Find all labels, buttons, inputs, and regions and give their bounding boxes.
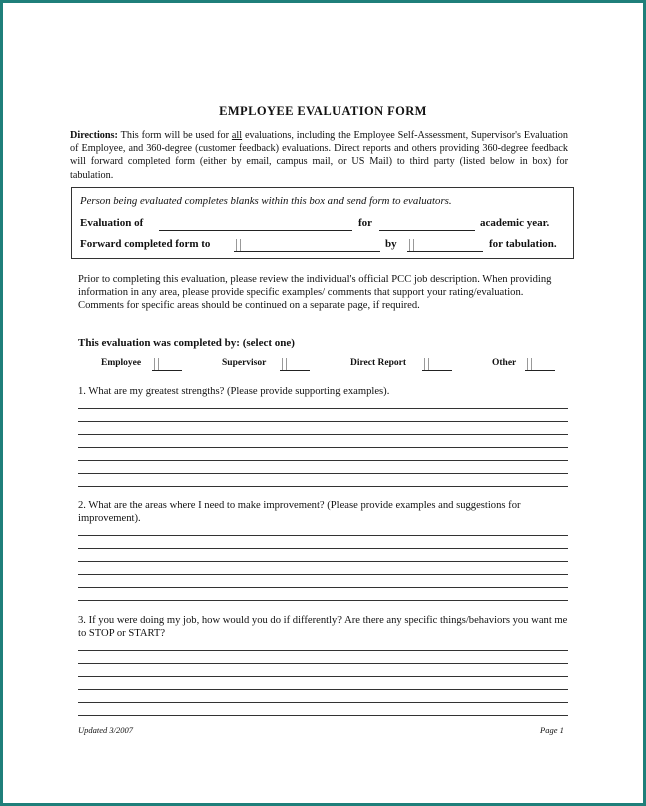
option-supervisor-checkbox[interactable] <box>280 358 310 371</box>
footer-page-number: Page 1 <box>540 725 564 735</box>
question-2: 2. What are the areas where I need to make improvement? (Please provide examples and suggestions for improvement). <box>78 500 521 525</box>
evaluatee-box <box>71 187 574 259</box>
evaluatee-name-field[interactable] <box>159 218 352 231</box>
answer-line[interactable] <box>78 676 568 677</box>
academic-year-field[interactable] <box>379 218 475 231</box>
answer-line[interactable] <box>78 600 568 601</box>
for-label: for <box>358 217 373 229</box>
forward-to-label: Forward completed form to <box>80 238 211 250</box>
answer-line[interactable] <box>78 447 568 448</box>
field-tick <box>413 239 414 251</box>
answer-line[interactable] <box>78 460 568 461</box>
answer-line[interactable] <box>78 702 568 703</box>
field-tick <box>428 358 429 370</box>
answer-line[interactable] <box>78 689 568 690</box>
field-tick <box>527 358 528 370</box>
answer-line[interactable] <box>78 587 568 588</box>
option-direct-report-checkbox[interactable] <box>422 358 452 371</box>
answer-line[interactable] <box>78 663 568 664</box>
answer-line[interactable] <box>78 473 568 474</box>
field-tick <box>236 239 237 251</box>
completed-by-label: This evaluation was completed by: (select one) <box>78 337 295 349</box>
option-employee-checkbox[interactable] <box>152 358 182 371</box>
answer-line[interactable] <box>78 434 568 435</box>
answer-line[interactable] <box>78 535 568 536</box>
answer-line[interactable] <box>78 650 568 651</box>
directions-post: evaluations, including the Employee Self-Assessment, Supervisor's Evaluation of Employee, and 360-degree (customer feedback) evaluations. Direct reports and others providing 360-degree feedback will forward completed form (either by email, campus mail, or US Mail) to third party (listed below in box) for tabulation. <box>70 130 568 181</box>
answer-line[interactable] <box>78 715 568 716</box>
field-tick <box>286 358 287 370</box>
option-other-label: Other <box>492 358 517 368</box>
option-employee-label: Employee <box>101 358 142 368</box>
field-tick <box>409 239 410 251</box>
field-tick <box>240 239 241 251</box>
answer-line[interactable] <box>78 561 568 562</box>
by-label: by <box>385 238 397 250</box>
field-tick <box>531 358 532 370</box>
field-tick <box>282 358 283 370</box>
academic-year-label: academic year. <box>480 217 550 229</box>
field-tick <box>154 358 155 370</box>
answer-line[interactable] <box>78 421 568 422</box>
field-tick <box>424 358 425 370</box>
for-tabulation-label: for tabulation. <box>489 238 557 250</box>
question-1: 1. What are my greatest strengths? (Please provide supporting examples). <box>78 386 390 397</box>
instructions-paragraph: Prior to completing this evaluation, please review the individual's official PCC job description. When providing information in any area, please provide specific examples/ comments that support your rating/evaluation. Comments for specific areas should be continued on a separate page, if required. <box>78 274 552 312</box>
answer-line[interactable] <box>78 486 568 487</box>
field-tick <box>158 358 159 370</box>
option-supervisor-label: Supervisor <box>222 358 267 368</box>
directions-label: Directions: <box>70 130 118 141</box>
due-date-field[interactable] <box>407 239 483 252</box>
directions-pre: This form will be used for <box>117 130 232 141</box>
form-title: EMPLOYEE EVALUATION FORM <box>219 104 427 118</box>
forward-to-field[interactable] <box>234 239 380 252</box>
evaluation-of-label: Evaluation of <box>80 217 144 229</box>
answer-line[interactable] <box>78 574 568 575</box>
option-other-checkbox[interactable] <box>525 358 555 371</box>
answer-line[interactable] <box>78 548 568 549</box>
answer-line[interactable] <box>78 408 568 409</box>
directions-text <box>70 129 568 182</box>
directions-underlined: all <box>231 130 243 141</box>
question-3: 3. If you were doing my job, how would you do if differently? Are there any specific things/behaviors you want me to STOP or START? <box>78 615 568 640</box>
option-direct-report-label: Direct Report <box>350 358 407 368</box>
footer-updated: Updated 3/2007 <box>78 725 134 735</box>
box-note: Person being evaluated completes blanks within this box and send form to evaluators. <box>80 195 452 207</box>
